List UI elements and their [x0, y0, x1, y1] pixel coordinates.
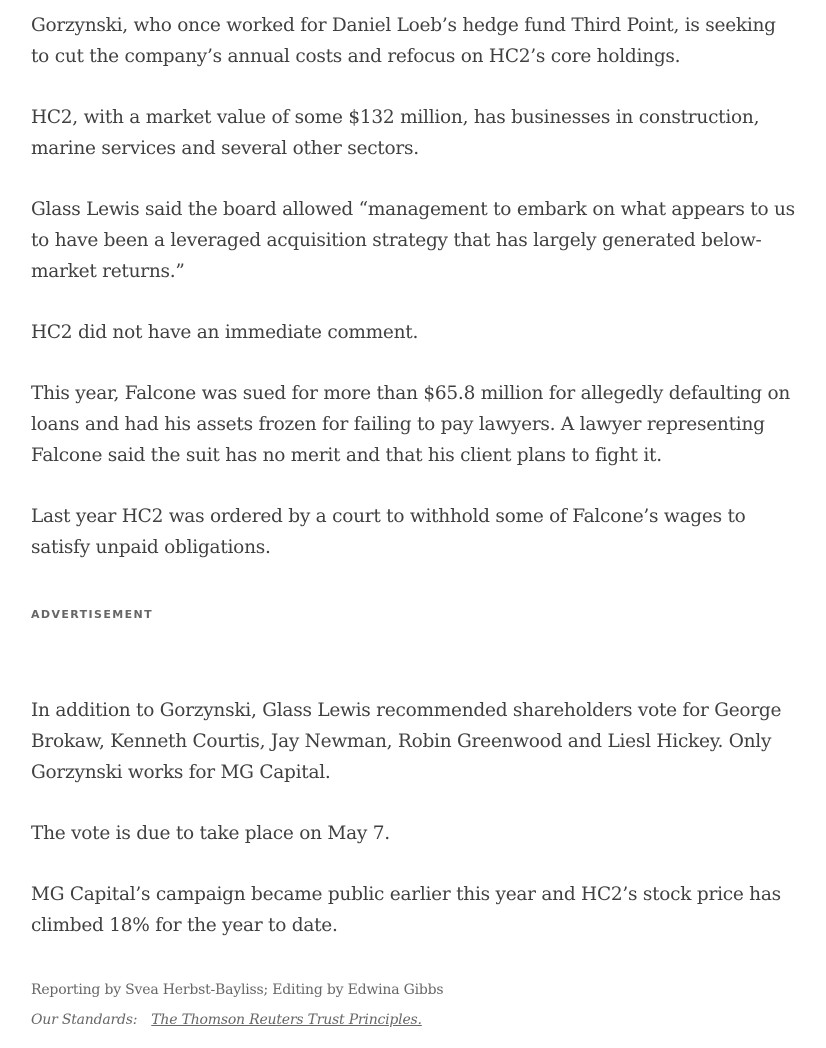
standards-label: Our Standards:: [31, 1012, 138, 1028]
article-paragraph: The vote is due to take place on May 7.: [31, 823, 390, 844]
standards-line: [31, 1010, 422, 1030]
article-paragraph: MG Capital’s campaign became public earlier this year and HC2’s stock price has climbed 18% for the year to date.: [31, 884, 781, 936]
article-paragraph: This year, Falcone was sued for more than $65.8 million for allegedly defaulting on loans and had his assets frozen for failing to pay lawyers. A lawyer representing Falcone said the suit has no merit and that his client plans to fight it.: [31, 383, 791, 466]
article-paragraph: In addition to Gorzynski, Glass Lewis recommended shareholders vote for George Brokaw, Kenneth Courtis, Jay Newman, Robin Greenwood and Liesl Hickey. Only Gorzynski works for MG Capital.: [31, 700, 782, 783]
reporting-credit: Reporting by Svea Herbst-Bayliss; Editing by Edwina Gibbs: [31, 982, 444, 998]
article-paragraph: Last year HC2 was ordered by a court to withhold some of Falcone’s wages to satisfy unpaid obligations.: [31, 506, 746, 558]
advertisement-label: ADVERTISEMENT: [31, 608, 154, 621]
trust-principles-link[interactable]: The Thomson Reuters Trust Principles.: [151, 1012, 422, 1028]
article-paragraph: HC2 did not have an immediate comment.: [31, 322, 419, 343]
article-paragraph: Glass Lewis said the board allowed “management to embark on what appears to us to have been a leveraged acquisition strategy that has largely generated below-market returns.”: [31, 199, 795, 282]
article-paragraph: Gorzynski, who once worked for Daniel Loeb’s hedge fund Third Point, is seeking to cut the company’s annual costs and refocus on HC2’s core holdings.: [31, 15, 776, 67]
article-paragraph: HC2, with a market value of some $132 million, has businesses in construction, marine services and several other sectors.: [31, 107, 760, 159]
